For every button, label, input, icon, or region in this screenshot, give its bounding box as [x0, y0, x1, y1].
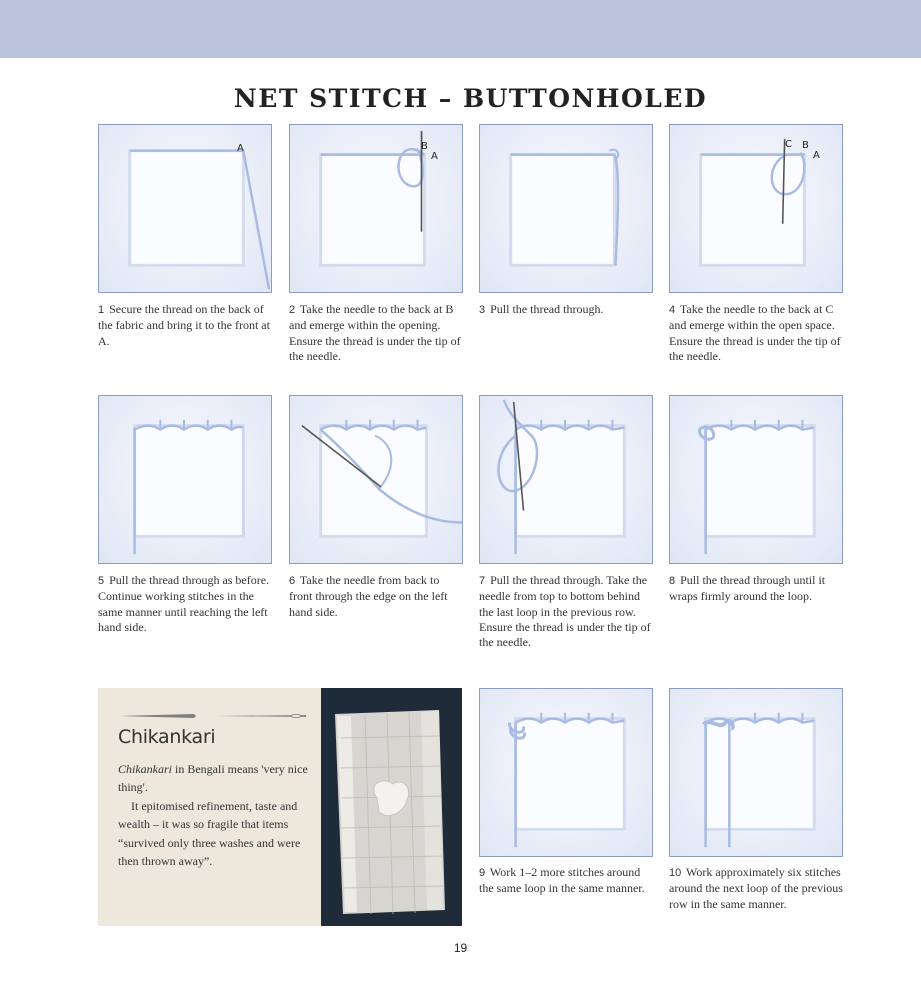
- step-5-caption: [98, 573, 272, 635]
- step-1-photo: [98, 124, 272, 293]
- step-number: 7: [479, 575, 486, 587]
- step-number: 3: [479, 304, 486, 316]
- step-6-caption: [289, 573, 463, 620]
- step-text: Take the needle to the back at B and emerge within the opening. Ensure the thread is under the tip of the needle.: [289, 302, 461, 363]
- chikankari-sidebar: [98, 688, 321, 926]
- step-7-caption: [479, 573, 653, 650]
- step-2-photo: [289, 124, 463, 293]
- step-text: Work 1–2 more stitches around the same loop in the same manner.: [479, 865, 645, 896]
- step-number: 4: [669, 304, 676, 316]
- sidebar-term: Chikankari: [118, 762, 172, 776]
- step-text: Take the needle from back to front through the edge on the left hand side.: [289, 573, 448, 619]
- step-text: Pull the thread through until it wraps firmly around the loop.: [669, 573, 826, 604]
- point-label-a: A: [431, 151, 438, 162]
- step-text: Pull the thread through. Take the needle from top to bottom behind the last loop in the previous row. Ensure the thread is under the tip of the needle.: [479, 573, 651, 650]
- step-2-caption: [289, 302, 463, 364]
- step-10-photo: [669, 688, 843, 857]
- step-text: Work approximately six stitches around the next loop of the previous row in the same manner.: [669, 865, 843, 911]
- chikankari-fabric-photo: [321, 688, 462, 926]
- point-label-b: B: [421, 141, 428, 152]
- point-label-a: A: [813, 150, 820, 161]
- page-title: NET STITCH – BUTTONHOLED: [233, 84, 708, 113]
- step-4-caption: [669, 302, 843, 364]
- step-text: Take the needle to the back at C and emerge within the open space. Ensure the thread is under the tip of the needle.: [669, 302, 841, 363]
- point-label-b: B: [802, 140, 809, 151]
- step-1-caption: [98, 302, 272, 349]
- point-label-c: C: [785, 139, 792, 150]
- step-number: 6: [289, 575, 296, 587]
- point-label-a: A: [237, 143, 244, 154]
- sidebar-text: [118, 760, 318, 870]
- sidebar-paragraph-2: It epitomised refinement, taste and wealth – it was so fragile that items “survived only three washes and were then thrown away”.: [118, 798, 301, 869]
- step-text: Pull the thread through as before. Continue working stitches in the same manner until reaching the left hand side.: [98, 573, 270, 634]
- step-number: 8: [669, 575, 676, 587]
- step-8-photo: [669, 395, 843, 564]
- needles-icon: [118, 710, 308, 722]
- step-7-photo: [479, 395, 653, 564]
- step-6-photo: [289, 395, 463, 564]
- top-color-band: [0, 0, 921, 58]
- step-10-caption: [669, 865, 843, 912]
- step-number: 9: [479, 867, 486, 879]
- step-8-caption: [669, 573, 843, 605]
- page-number: 19: [453, 941, 468, 955]
- step-5-photo: [98, 395, 272, 564]
- step-number: 10: [669, 867, 682, 879]
- step-3-photo: [479, 124, 653, 293]
- step-number: 5: [98, 575, 105, 587]
- step-4-photo: [669, 124, 843, 293]
- sidebar-title: Chikankari: [118, 726, 216, 748]
- sidebar-paragraph-1-rest: in Bengali means 'very nice thing'.: [118, 762, 308, 795]
- step-9-caption: [479, 865, 653, 897]
- step-number: 2: [289, 304, 296, 316]
- step-9-photo: [479, 688, 653, 857]
- step-text: Pull the thread through.: [490, 302, 604, 316]
- step-number: 1: [98, 304, 105, 316]
- sidebar-paragraph-1: [118, 760, 318, 797]
- step-3-caption: [479, 302, 653, 318]
- step-text: Secure the thread on the back of the fabric and bring it to the front at A.: [98, 302, 270, 348]
